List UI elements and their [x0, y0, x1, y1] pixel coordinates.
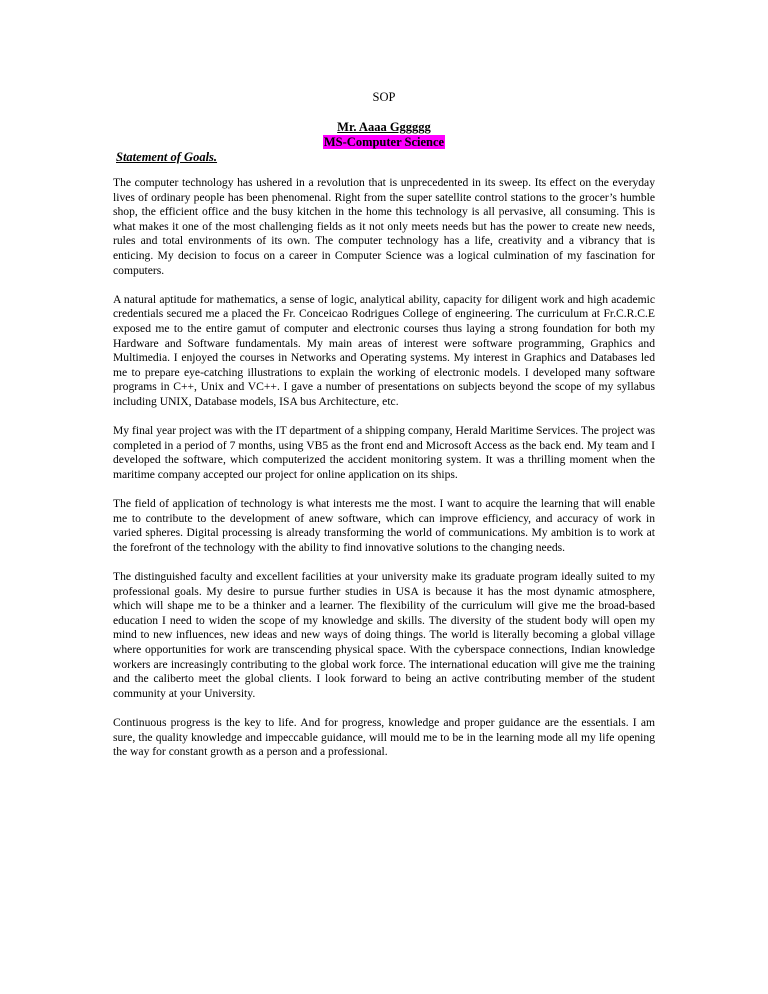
document-title: SOP: [372, 90, 396, 104]
section-heading: Statement of Goals.: [116, 150, 218, 164]
paragraph-2: A natural aptitude for mathematics, a sense of logic, analytical ability, capacity for diligent work and high academic credentials secured me a placed the Fr. Conceicao Rodrigues College of engineering. The curriculum at Fr.C.R.C.E exposed me to the entire gamut of computer and electronic courses thus laying a strong foundation for both my Hardware and Software fundamentals. My main areas of interest were software programming, Graphics and Multimedia. I enjoyed the courses in Networks and Operating systems. My interest in Graphics and Databases led me to prepare eye-catching illustrations to explain the working of electronic models. I developed many software programs in C++, Unix and VC++. I gave a number of presentations on subjects beyond the scope of my syllabus including UNIX, Database models, ISA bus Architecture, etc.: [113, 292, 655, 408]
paragraph-5: The distinguished faculty and excellent facilities at your university make its graduate program ideally suited to my professional goals. My desire to pursue further studies in USA is because it has the most dynamic atmosphere, which will shape me to be a thinker and a learner. The flexibility of the curriculum will give me the broad-based education I need to widen the scope of my knowledge and skills. The diversity of the student body will open my mind to new influences, new ideas and new ways of doing things. The world is literally becoming a global village where opportunities for work are transcending physical space. With the cyberspace connections, Indian knowledge workers are increasingly contributing to the global work force. The international education will give me the training and the caliberto meet the global clients. I look forward to being an active contributing member of the student community at your University.: [113, 570, 655, 700]
document-body: [113, 176, 655, 774]
paragraph-1: The computer technology has ushered in a revolution that is unprecedented in its sweep. Its effect on the everyday lives of ordinary people has been phenomenal. Right from the super satellite control stations to the grocer’s humble shop, the efficient office and the busy kitchen in the home this technology is all pervasive, all consuming. This is what makes it one of the most challenging fields as it not only meets needs but has the power to create new needs, rules and total environments of its own. The computer technology has a life, creativity and a vibrancy that is enticing. My decision to focus on a career in Computer Science was a logical culmination of my fascination for computers.: [113, 176, 655, 277]
program-highlight: MS-Computer Science: [323, 135, 445, 149]
paragraph-6: Continuous progress is the key to life. And for progress, knowledge and proper guidance are the essentials. I am sure, the quality knowledge and impeccable guidance, will mould me to be in the learning mode all my life opening the way for constant growth as a person and a professional.: [113, 715, 655, 759]
author-name: Mr. Aaaa Gggggg: [337, 120, 431, 134]
paragraph-3: My final year project was with the IT department of a shipping company, Herald Maritime Services. The project was completed in a period of 7 months, using VB5 as the front end and Microsoft Access as the back end. My team and I developed the software, which computerized the accident monitoring system. It was a thrilling moment when the maritime company accepted our project for online application on its ships.: [113, 424, 655, 481]
paragraph-4: The field of application of technology is what interests me the most. I want to acquire the learning that will enable me to contribute to the development of anew software, which can improve efficiency, and accuracy of work in varied spheres. Digital processing is already transforming the world of communications. My ambition is to work at the forefront of the technology with the ability to find innovative solutions to the changing needs.: [113, 497, 655, 554]
program-line: [0, 135, 768, 150]
